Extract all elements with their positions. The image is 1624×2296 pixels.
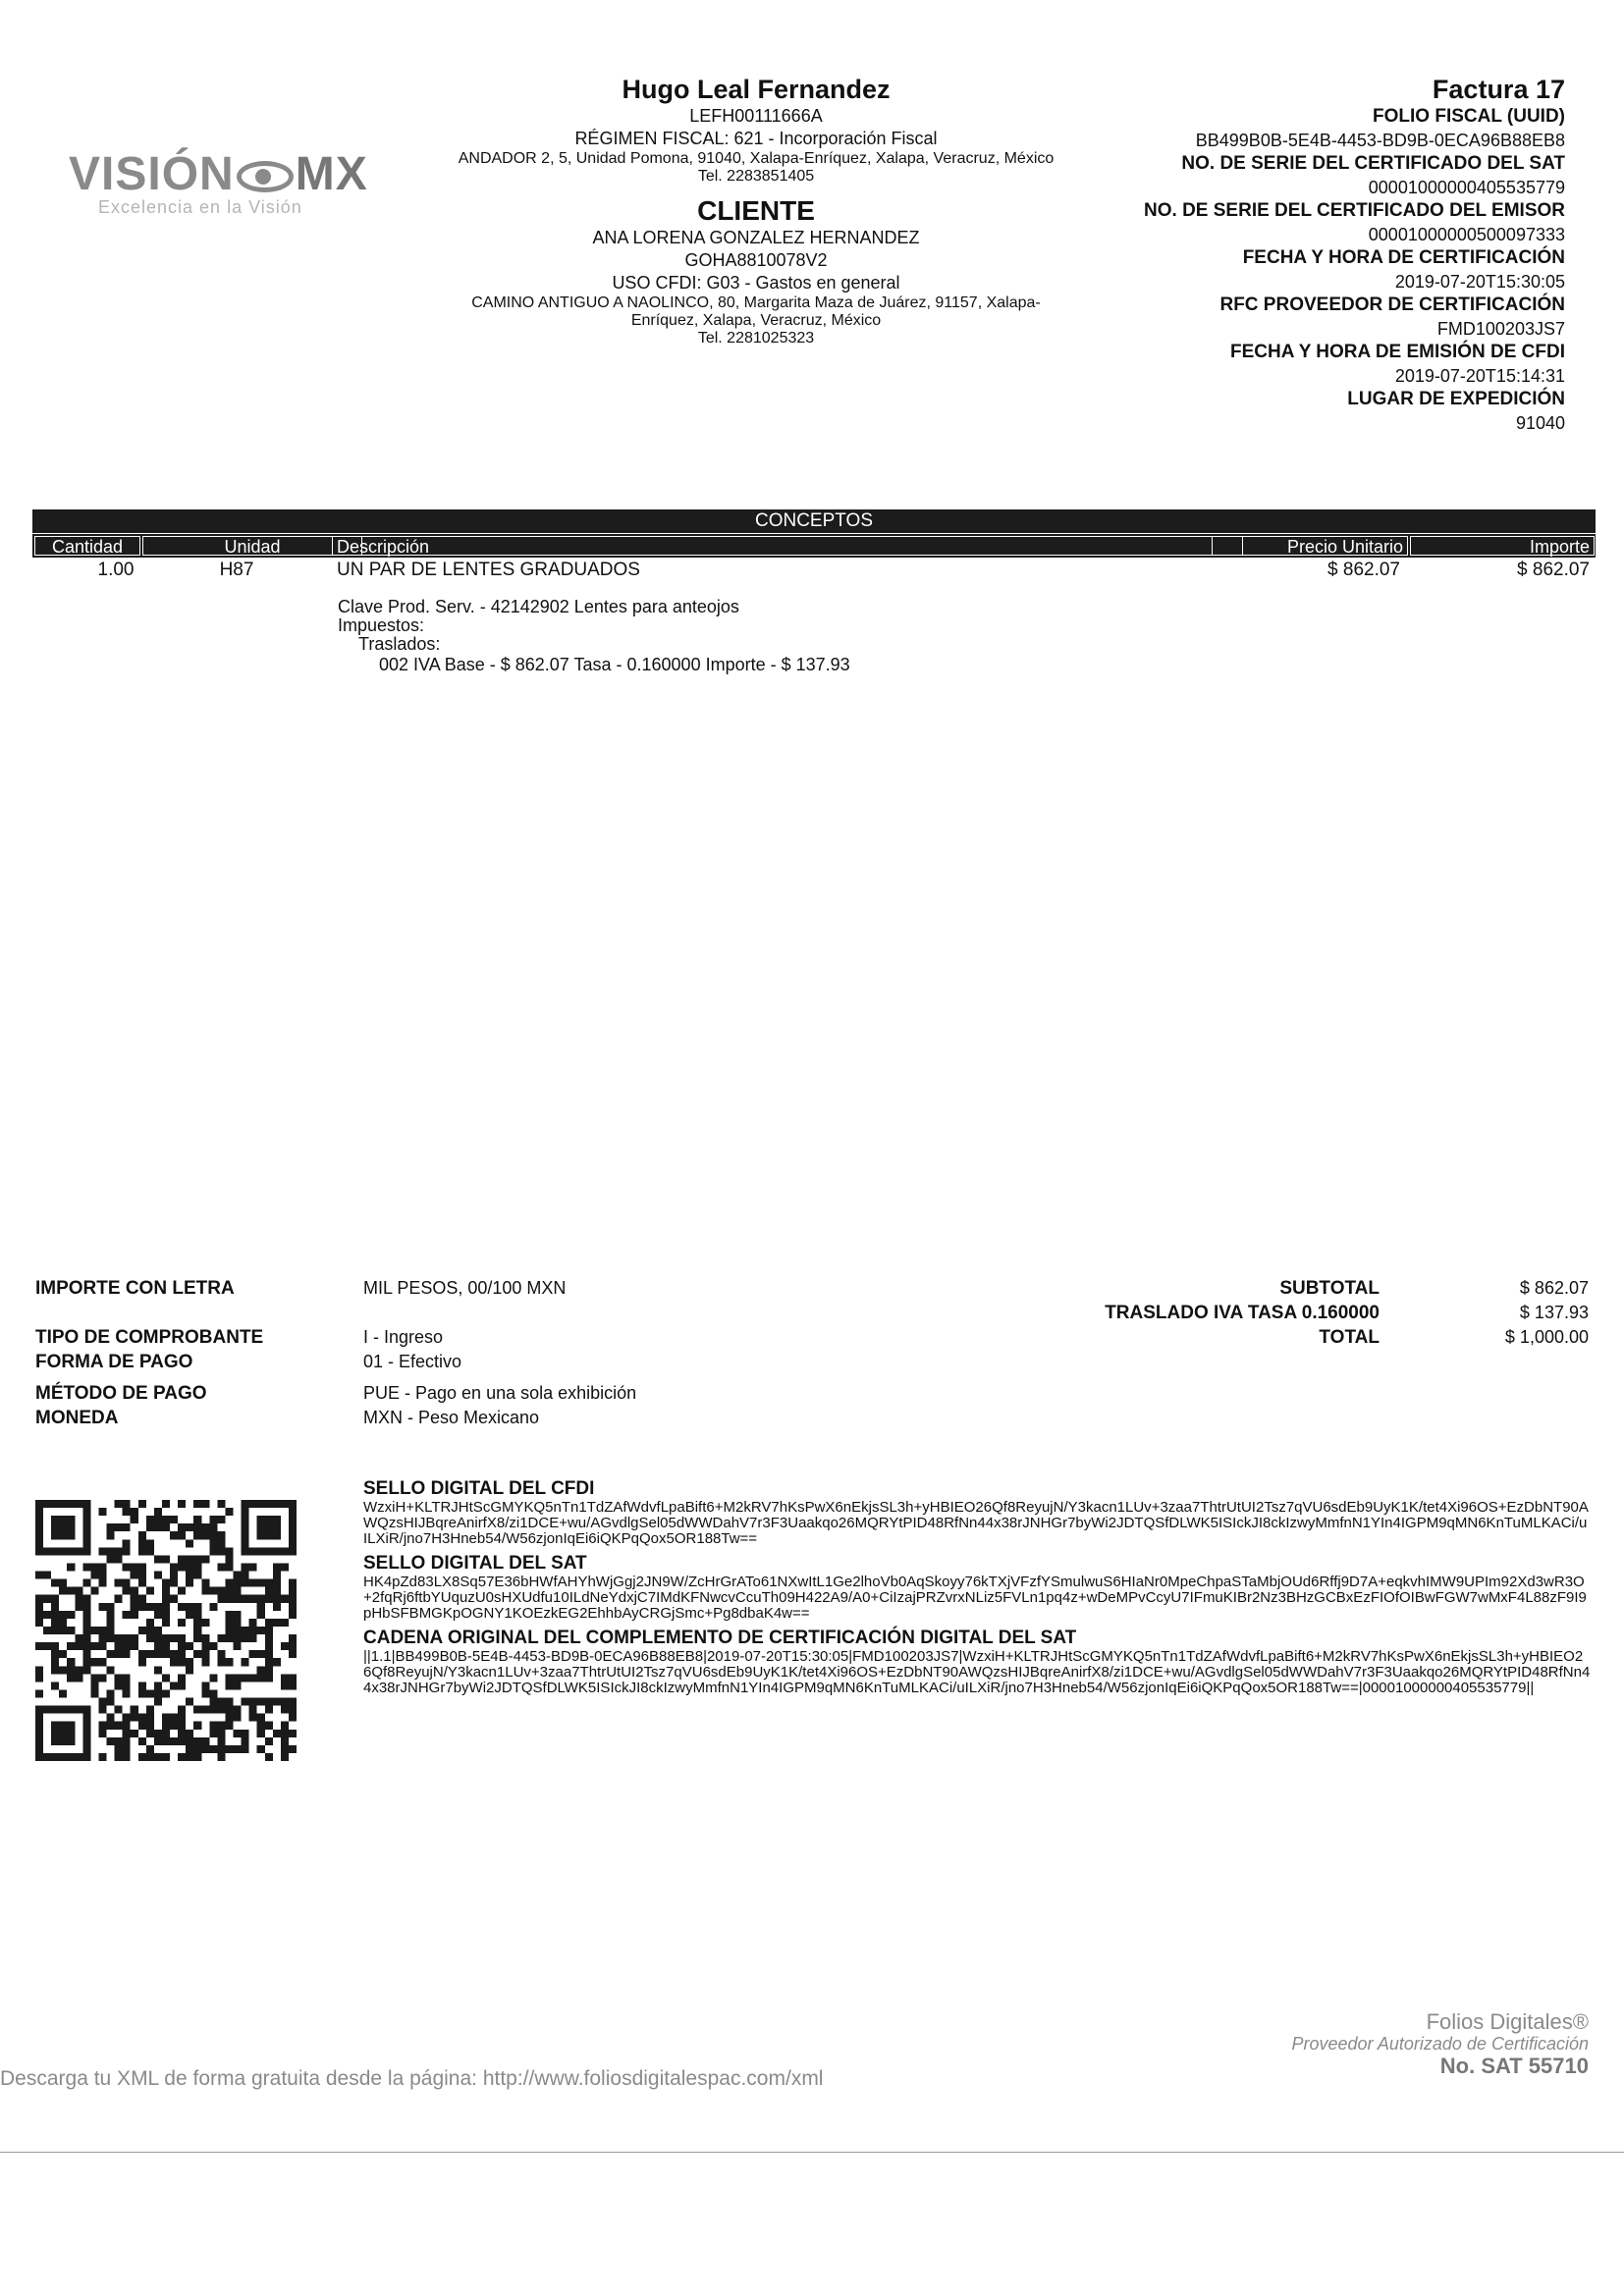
importe-letra-label: IMPORTE CON LETRA xyxy=(35,1278,235,1299)
logo-wordmark: VISIÓN MX xyxy=(69,148,368,200)
serie-sat-label: NO. DE SERIE DEL CERTIFICADO DEL SAT xyxy=(1181,153,1565,174)
cliente-uso-cfdi: USO CFDI: G03 - Gastos en general xyxy=(612,273,900,293)
pac-name: Folios Digitales® xyxy=(1426,2009,1589,2034)
forma-label: FORMA DE PAGO xyxy=(35,1352,193,1372)
emisor-address: ANDADOR 2, 5, Unidad Pomona, 91040, Xalapa-Enríquez, Xalapa, Veracruz, México xyxy=(458,150,1055,167)
subtotal-label: SUBTOTAL xyxy=(1279,1278,1380,1299)
concepts-heading: CONCEPTOS xyxy=(32,509,1596,533)
pac-number: No. SAT 55710 xyxy=(1439,2054,1589,2078)
fecha-emision-label: FECHA Y HORA DE EMISIÓN DE CFDI xyxy=(1230,342,1565,362)
lugar-value: 91040 xyxy=(1515,413,1565,433)
invoice-title: Factura 17 xyxy=(1432,75,1565,104)
folio-label: FOLIO FISCAL (UUID) xyxy=(1373,106,1565,127)
item-cantidad: 1.00 xyxy=(97,560,135,580)
emisor-tel: Tel. 2283851405 xyxy=(697,168,815,185)
col-descripcion: Descripción xyxy=(332,536,1243,556)
moneda-label: MONEDA xyxy=(35,1408,119,1428)
concepts-column-headers xyxy=(32,534,1596,558)
col-unidad: Unidad xyxy=(142,536,362,556)
forma-value: 01 - Efectivo xyxy=(363,1352,462,1371)
item-unidad: H87 xyxy=(219,560,254,580)
importe-letra-value: MIL PESOS, 00/100 MXN xyxy=(363,1278,567,1298)
fecha-cert-value: 2019-07-20T15:30:05 xyxy=(1394,272,1565,292)
item-traslados: Traslados: xyxy=(358,634,441,654)
cliente-rfc: GOHA8810078V2 xyxy=(684,250,828,270)
qr-code-icon xyxy=(35,1500,297,1761)
pac-block xyxy=(1196,2010,1589,2079)
col-precio: Precio Unitario xyxy=(1212,536,1408,556)
iva-label: TRASLADO IVA TASA 0.160000 xyxy=(1105,1303,1380,1323)
page-bottom-divider xyxy=(0,2152,1624,2153)
cliente-tel: Tel. 2281025323 xyxy=(697,330,815,347)
cadena-original-label: CADENA ORIGINAL DEL COMPLEMENTO DE CERTIFICACIÓN DIGITAL DEL SAT xyxy=(363,1628,1077,1648)
eye-icon xyxy=(237,161,294,192)
cliente-name: ANA LORENA GONZALEZ HERNANDEZ xyxy=(592,228,920,247)
pac-description: Proveedor Autorizado de Certificación xyxy=(1291,2034,1589,2054)
serie-emisor-label: NO. DE SERIE DEL CERTIFICADO DEL EMISOR xyxy=(1144,200,1565,221)
cliente-address: CAMINO ANTIGUO A NAOLINCO, 80, Margarita Maza de Juárez, 91157, Xalapa-Enríquez, Xalapa, Veracruz, México xyxy=(471,294,1041,329)
item-clave: Clave Prod. Serv. - 42142902 Lentes para anteojos xyxy=(338,597,739,616)
fecha-emision-value: 2019-07-20T15:14:31 xyxy=(1394,366,1565,386)
cadena-original-value: ||1.1|BB499B0B-5E4B-4453-BD9B-0ECA96B88EB8|2019-07-20T15:30:05|FMD100203JS7|WzxiH+KLTRJHtScGMYKQ5nTn1TdZAfWdvfLpaBift6+M2kRV7hKsPwX6nEkjsSL3h+yHBIEO26Qf8ReyujN/Y3kacn1LUv+3zaa7ThtrUtUI2Tsz7qVU6sdEb9UyK1K/tet4Xi96OS+EzDbNT90AWQzsHIJBqreAnirfX8/zi1DCE+wu/AGvdlgSel05dWWDahV7r3F3Uaakqo26MQRYtPID48RfNn44x38rJNHGr7byWi2JDTQSfDLWK5ISIckJI8ckIzwyMmfnN1YIn4IGPM9qMN6KnTuMLKACi/uILXiR/jno7H3Hneb54/W56zjonIqEi6iQKPqQox5OR188Tw==|00001000000405535779|| xyxy=(363,1648,1591,1696)
seals-block xyxy=(363,1478,1591,1696)
subtotal-value: $ 862.07 xyxy=(1519,1278,1589,1298)
metodo-value: PUE - Pago en una sola exhibición xyxy=(363,1383,637,1403)
tipo-label: TIPO DE COMPROBANTE xyxy=(35,1327,264,1348)
folio-value: BB499B0B-5E4B-4453-BD9B-0ECA96B88EB8 xyxy=(1195,131,1565,150)
total-label: TOTAL xyxy=(1319,1327,1380,1348)
item-importe: $ 862.07 xyxy=(1517,560,1590,580)
rfc-prov-value: FMD100203JS7 xyxy=(1436,319,1565,339)
sello-cfdi-value: WzxiH+KLTRJHtScGMYKQ5nTn1TdZAfWdvfLpaBift6+M2kRV7hKsPwX6nEkjsSL3h+yHBIEO26Qf8ReyujN/Y3kacn1LUv+3zaa7ThtrUtUI2Tsz7qVU6sdEb9UyK1K/tet4Xi96OS+EzDbNT90AWQzsHIJBqreAnirfX8/zi1DCE+wu/AGvdlgSel05dWWDahV7r3F3Uaakqo26MQRYtPID48RfNn44x38rJNHGr7byWi2JDTQSfDLWK5ISIckJI8ckIzwyMmfnN1YIn4IGPM9qMN6KnTuMLKACi/uILXiR/jno7H3Hneb54/W56zjonIqEi6iQKPqQox5OR188Tw== xyxy=(363,1499,1589,1547)
metodo-label: MÉTODO DE PAGO xyxy=(35,1383,207,1404)
sello-sat-label: SELLO DIGITAL DEL SAT xyxy=(363,1553,587,1574)
item-descripcion: UN PAR DE LENTES GRADUADOS xyxy=(337,560,640,580)
cliente-heading: CLIENTE xyxy=(697,195,815,226)
serie-emisor-value: 00001000000500097333 xyxy=(1368,225,1565,244)
xml-download-note: Descarga tu XML de forma gratuita desde la página: http://www.foliosdigitalespac.com/xml xyxy=(0,2067,824,2090)
serie-sat-value: 00001000000405535779 xyxy=(1368,178,1565,197)
rfc-prov-label: RFC PROVEEDOR DE CERTIFICACIÓN xyxy=(1219,294,1565,315)
sello-cfdi-label: SELLO DIGITAL DEL CFDI xyxy=(363,1478,595,1499)
fecha-cert-label: FECHA Y HORA DE CERTIFICACIÓN xyxy=(1242,247,1565,268)
emisor-regimen: RÉGIMEN FISCAL: 621 - Incorporación Fiscal xyxy=(574,129,938,148)
logo-tagline: Excelencia en la Visión xyxy=(98,197,302,217)
lugar-label: LUGAR DE EXPEDICIÓN xyxy=(1347,389,1565,409)
emisor-rfc: LEFH00111666A xyxy=(689,106,823,126)
col-importe: Importe xyxy=(1410,536,1595,556)
emisor-name: Hugo Leal Fernandez xyxy=(622,75,891,104)
total-value: $ 1,000.00 xyxy=(1504,1327,1589,1347)
invoice-header xyxy=(1055,74,1565,435)
moneda-value: MXN - Peso Mexicano xyxy=(363,1408,540,1427)
col-cantidad: Cantidad xyxy=(34,536,140,556)
company-logo xyxy=(69,147,368,217)
item-iva-detail: 002 IVA Base - $ 862.07 Tasa - 0.160000 Importe - $ 137.93 xyxy=(379,655,850,674)
item-precio: $ 862.07 xyxy=(1327,560,1400,580)
item-impuestos: Impuestos: xyxy=(338,615,425,635)
emisor-cliente-block xyxy=(432,74,1080,347)
tipo-value: I - Ingreso xyxy=(363,1327,444,1347)
iva-value: $ 137.93 xyxy=(1519,1303,1589,1322)
sello-sat-value: HK4pZd83LX8Sq57E36bHWfAHYhWjGgj2JN9W/ZcHrGrATo61NXwItL1Ge2lhoVb0AqSkoyy76kTXjVFzfYSmulwuS6HIaNr0MpeChpaSTaMbjOUd6Rffj9D7A+eqkvhIMW9UPIm92Xd3wR3O+2fqRj6ftbYUquzU0sHXUdfu10ILdNeYdxjC7IMdKFNwcvCcuTh09H422A9/A0+CiIzajPRZvrxNLiz5FVLn1pq4z+wDeMPvCcyU7IFmuKIBr2Nz3BHzGCBxEzFIOfOIBwFGW7wMxF4L88zF9I9pHbSFBMGKpOGNY1KOEzkEG2EhhbAyCRGjSmc+Pg8dbaK4w== xyxy=(363,1574,1587,1622)
